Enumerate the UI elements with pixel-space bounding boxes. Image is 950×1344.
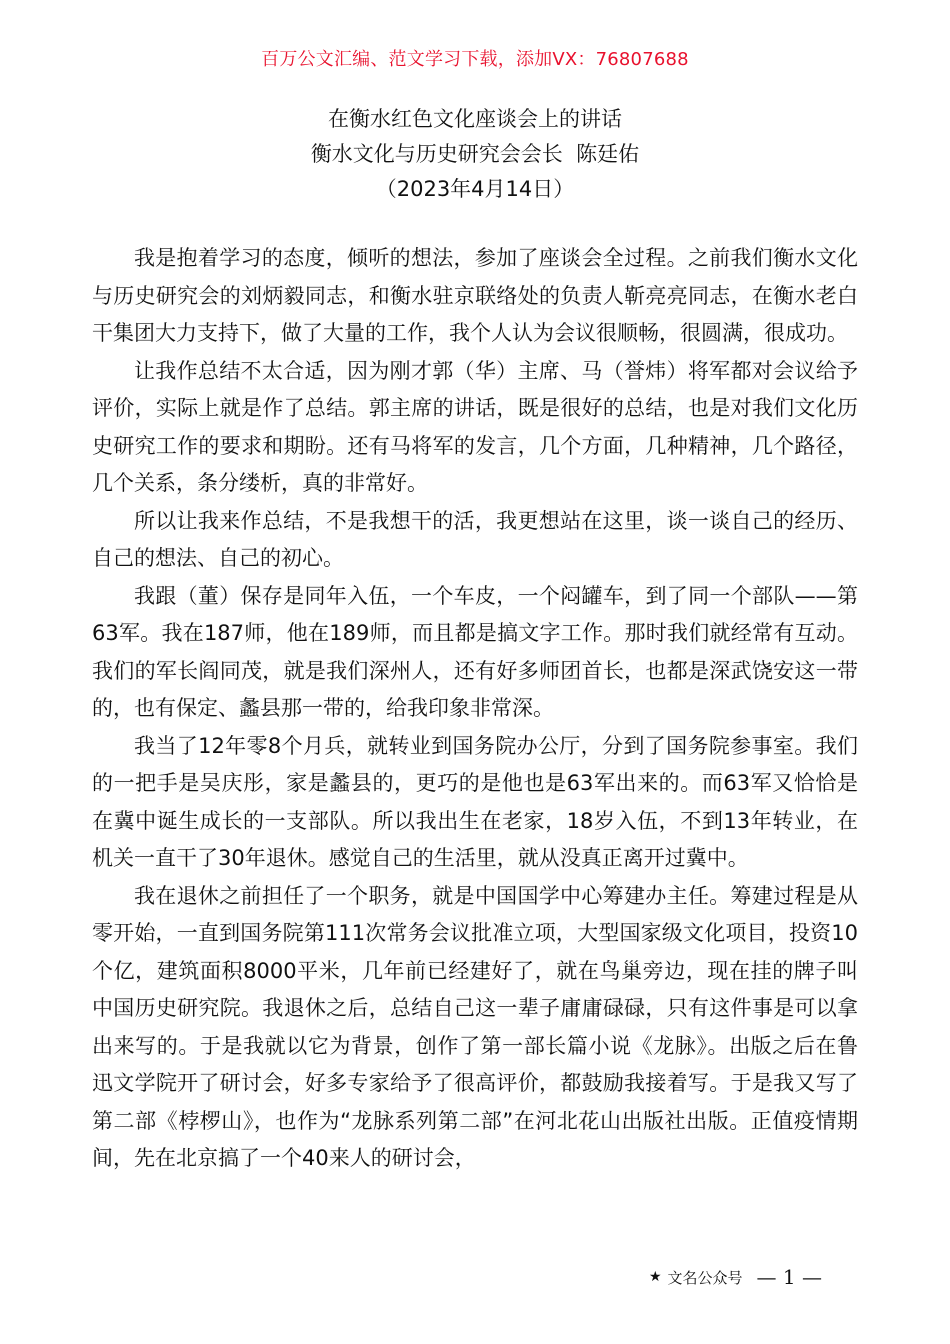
- watermark-text: 百万公文汇编、范文学习下载，添加VX：76807688: [261, 49, 689, 70]
- page-footer: [649, 1265, 822, 1289]
- paragraph: 我是抱着学习的态度，倾听的想法，参加了座谈会全过程。之前我们衡水文化与历史研究会的刘炳毅同志，和衡水驻京联络处的负责人靳亮亮同志，在衡水老白干集团大力支持下，做了大量的工作，我个人认为会议很顺畅，很圆满，很成功。: [92, 246, 858, 345]
- paragraph: 我在退休之前担任了一个职务，就是中国国学中心筹建办主任。筹建过程是从零开始，一直到国务院第111次常务会议批准立项，大型国家级文化项目，投资10个亿，建筑面积8000平米，几年前已经建好了，就在鸟巢旁边，现在挂的牌子叫中国历史研究院。我退休之后，总结自己这一辈子庸庸碌碌，只有这件事是可以拿出来写的。于是我就以它为背景，创作了第一部长篇小说《龙脉》。出版之后在鲁迅文学院开了研讨会，好多专家给予了很高评价，都鼓励我接着写。于是我又写了第二部《桲椤山》，也作为“龙脉系列第二部”在河北花山出版社出版。正值疫情期间，先在北京搞了一个40来人的研讨会，: [92, 883, 858, 1170]
- body-text: [92, 240, 858, 1178]
- document-title: 在衡水红色文化座谈会上的讲话: [328, 107, 622, 131]
- star-icon: ★: [648, 1269, 662, 1285]
- speaker-line: 衡水文化与历史研究会会长 陈廷佑: [310, 142, 640, 166]
- paragraph: 所以让我来作总结，不是我想干的活，我更想站在这里，谈一谈自己的经历、自己的想法、自己的初心。: [92, 508, 858, 570]
- document-header: [0, 102, 950, 207]
- date-line: （2023年4月14日）: [375, 177, 575, 201]
- paragraph: 我跟（董）保存是同年入伍，一个车皮，一个闷罐车，到了同一个部队——第63军。我在187师，他在189师，而且都是搞文字工作。那时我们就经常有互动。我们的军长阎同茂，就是我们深州人，还有好多师团首长，也都是深武饶安这一带的，也有保定、蠡县那一带的，给我印象非常深。: [92, 583, 858, 720]
- paragraph: 让我作总结不太合适，因为刚才郭（华）主席、马（誉炜）将军都对会议给予评价，实际上就是作了总结。郭主席的讲话，既是很好的总结，也是对我们文化历史研究工作的要求和期盼。还有马将军的发言，几个方面，几种精神，几个路径，几个关系，条分缕析，真的非常好。: [92, 358, 858, 495]
- footer-label: 文名公众号: [667, 1268, 743, 1287]
- paragraph: 我当了12年零8个月兵，就转业到国务院办公厅，分到了国务院参事室。我们的一把手是吴庆彤，家是蠡县的，更巧的是他也是63军出来的。而63军又恰恰是在冀中诞生成长的一支部队。所以我出生在老家，18岁入伍，不到13年转业，在机关一直干了30年退休。感觉自己的生活里，就从没真正离开过冀中。: [92, 733, 858, 870]
- page-number: — 1 —: [756, 1265, 822, 1289]
